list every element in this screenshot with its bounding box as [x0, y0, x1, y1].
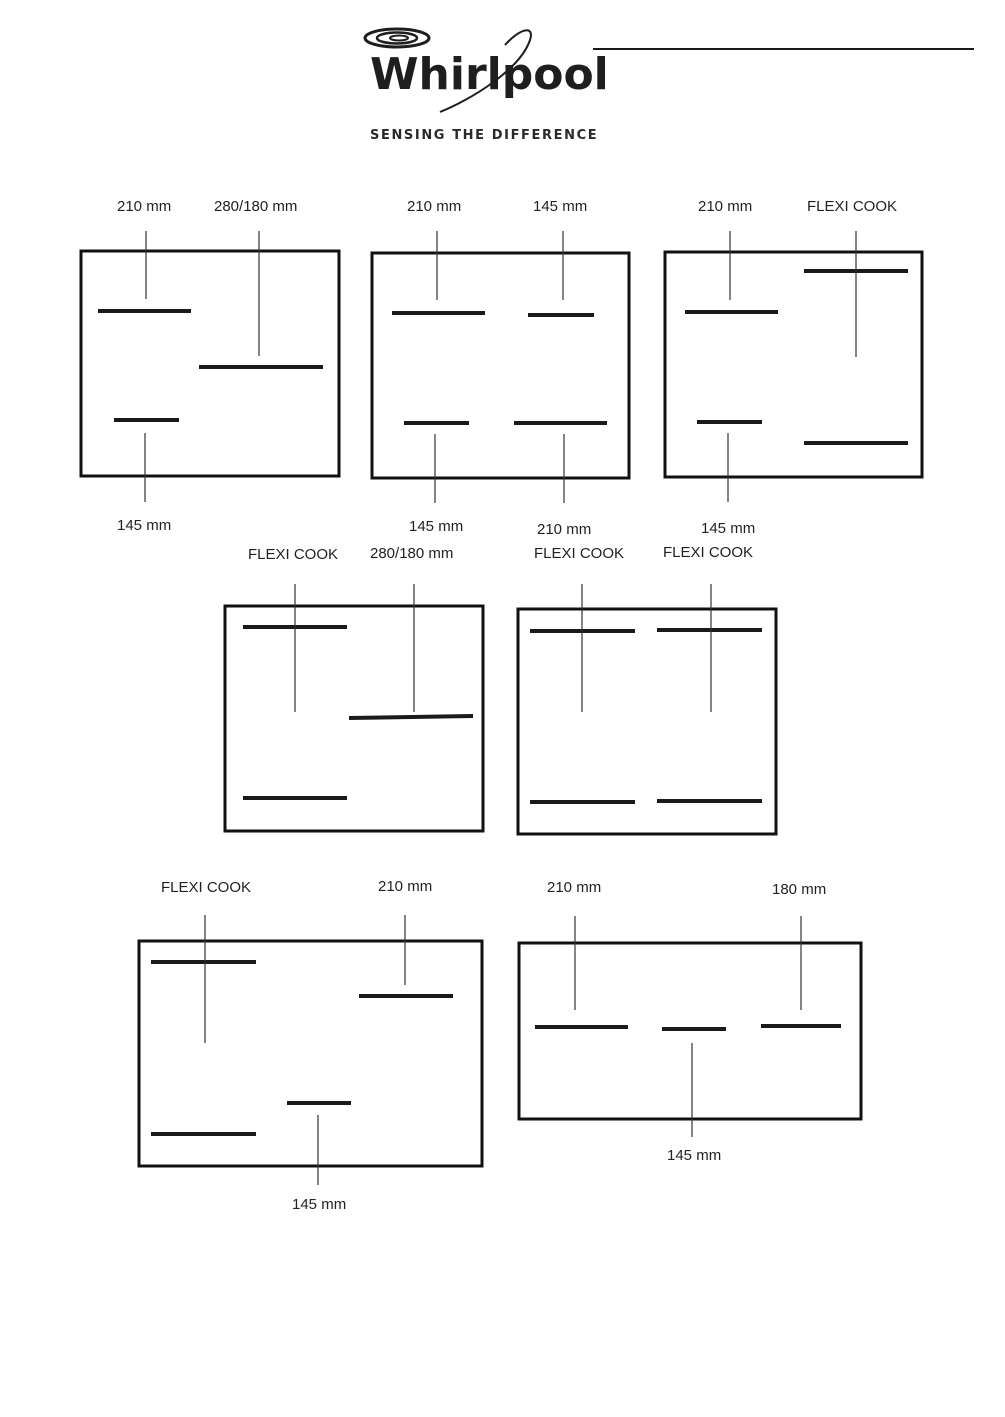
hob-4-label-1: FLEXI COOK [248, 546, 339, 563]
hob-4-label-2: 280/180 mm [370, 545, 454, 562]
hob-3 [665, 198, 922, 537]
hob-4-zone-2 [349, 716, 473, 718]
hob-6-label-2: 210 mm [378, 878, 433, 895]
hob-2-frame [372, 253, 629, 478]
hob-1 [81, 198, 339, 534]
hob-3-label-1: 210 mm [698, 198, 753, 215]
hob-2 [372, 198, 629, 538]
hob-5-label-1: FLEXI COOK [534, 545, 625, 562]
brand-tagline: SENSING THE DIFFERENCE [370, 128, 599, 143]
hob-6-label-3: 145 mm [292, 1196, 347, 1213]
brand-name: Whirlpool [370, 49, 609, 100]
hob-1-label-3: 145 mm [117, 517, 172, 534]
hob-6 [139, 878, 482, 1213]
hob-4 [225, 545, 483, 831]
hob-6-label-1: FLEXI COOK [161, 879, 252, 896]
hob-7 [519, 879, 861, 1164]
hob-2-label-3: 145 mm [409, 518, 464, 535]
hob-2-label-2: 145 mm [533, 198, 588, 215]
hob-7-label-1: 210 mm [547, 879, 602, 896]
hob-5 [518, 544, 776, 834]
hob-1-label-2: 280/180 mm [214, 198, 298, 215]
hob-7-label-3: 145 mm [667, 1147, 722, 1164]
hob-2-label-4: 210 mm [537, 521, 592, 538]
hob-5-label-2: FLEXI COOK [663, 544, 754, 561]
hob-3-label-3: 145 mm [701, 520, 756, 537]
hob-7-label-2: 180 mm [772, 881, 827, 898]
hob-3-label-2: FLEXI COOK [807, 198, 898, 215]
brand-logo [365, 29, 609, 143]
hob-1-frame [81, 251, 339, 476]
hob-2-label-1: 210 mm [407, 198, 462, 215]
hob-1-label-1: 210 mm [117, 198, 172, 215]
